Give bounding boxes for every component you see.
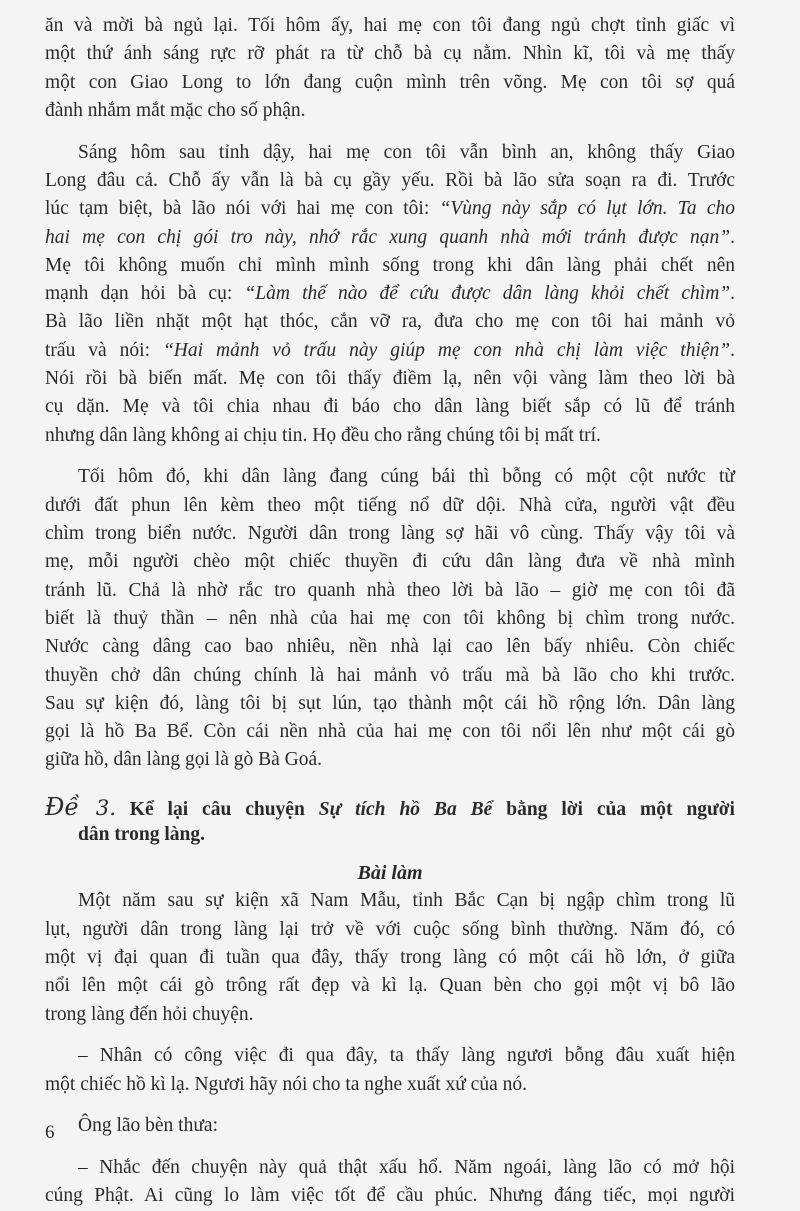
text-run: lúc tạm biệt, bà lão nói với hai mẹ con tôi: [45, 198, 440, 220]
text-line [45, 718, 735, 746]
heading-line-2: dân trong làng. [78, 824, 205, 846]
text-run: Một năm sau sự kiện xã Nam Mẫu, tỉnh Bắc Cạn bị ngập chìm trong lũ [78, 890, 735, 912]
text-run: Tối hôm đó, khi dân làng đang cúng bái thì bỗng có một cột nước từ [78, 466, 735, 488]
text-run: Ông lão bèn thưa: [78, 1115, 218, 1137]
text-line [45, 463, 735, 491]
text-run: Nước càng dâng cao bao nhiêu, nền nhà lại cao lên bấy nhiêu. Còn chiếc [45, 636, 735, 658]
quoted-speech: “Vùng này sắp có lụt lớn. Ta cho [439, 198, 736, 220]
text-line [45, 944, 735, 972]
text-line [45, 1154, 735, 1182]
text-run: một chiếc hồ kì lạ. Ngươi hãy nói cho ta nghe xuất xứ của nó. [45, 1073, 527, 1095]
paragraph [45, 463, 735, 774]
text-line [45, 393, 735, 421]
text-run: trấu và nói: [45, 339, 163, 361]
text-line [45, 520, 735, 548]
quoted-speech: “Làm thế nào để cứu được dân làng khỏi chết chìm” [244, 283, 731, 305]
heading-text: Kể lại câu chuyện [115, 798, 319, 820]
text-run: ăn và mời bà ngủ lại. Tối hôm ấy, hai mẹ con tôi đang ngủ chợt tỉnh giấc vì [45, 15, 735, 36]
answer-subheading: Bài làm [357, 862, 423, 885]
text-run: mẹ, mỗi người chèo một chiếc thuyền đi cứu dân làng đưa về nhà mình [45, 551, 735, 573]
paragraph [45, 1112, 735, 1140]
text-run: đành nhắm mắt mặc cho số phận. [45, 99, 306, 121]
text-run: giữa hồ, dân làng gọi là gò Bà Goá. [45, 749, 323, 771]
text-line [45, 1112, 735, 1140]
text-line [45, 1001, 735, 1029]
text-line [45, 577, 735, 605]
text-line [45, 1042, 735, 1070]
text-line [45, 69, 735, 97]
exercise-number: 3. [95, 795, 116, 820]
paragraph [45, 12, 735, 125]
text-run: một vị đại quan đi tuần qua đây, thấy trong làng có một cái hồ lớn, ở giữa [45, 946, 735, 968]
text-line [45, 195, 735, 223]
text-line [45, 548, 735, 576]
text-line [45, 662, 735, 690]
quoted-speech: “Hai mảnh vỏ trấu này giúp mẹ con nhà chị làm việc thiện” [162, 339, 731, 361]
text-run: cụ dặn. Mẹ và tôi chia nhau đi báo cho dân làng biết sắp có lũ để tránh [45, 396, 735, 418]
story-section [45, 12, 735, 775]
text-run: Nói rồi bà biến mất. Mẹ con tôi thấy điềm lạ, nên vội vàng làm theo lời bà [45, 368, 735, 390]
text-run: . [730, 283, 735, 305]
text-line [45, 887, 735, 915]
text-run: cúng Phật. Ai cũng lo làm việc tốt để cầu phúc. Nhưng đáng tiếc, mọi người [45, 1185, 735, 1207]
text-run: tránh lũ. Chả là nhờ rắc tro quanh nhà theo lời bà lão – giờ mẹ con tôi đã [45, 579, 735, 601]
text-line [45, 224, 735, 252]
text-run: – Nhân có công việc đi qua đây, ta thấy làng ngươi bỗng đâu xuất hiện [78, 1045, 735, 1067]
text-line [45, 308, 735, 336]
text-line [45, 280, 735, 308]
text-run: nhưng dân làng không ai chịu tin. Họ đều cho rằng chúng tôi bị mất trí. [45, 424, 601, 446]
text-line [45, 167, 735, 195]
exercise-label [45, 793, 116, 821]
paragraph [45, 1042, 735, 1099]
text-line [45, 337, 735, 365]
text-line [45, 492, 735, 520]
heading-line-1 [45, 793, 735, 821]
text-run: một thứ ánh sáng rực rỡ phát ra từ chỗ bà cụ nằm. Nhìn kĩ, tôi và mẹ thấy [45, 43, 735, 65]
text-run: chìm trong biển nước. Người dân trong làng sợ hãi vô cùng. Thấy vậy tôi và [45, 523, 735, 545]
text-line [45, 40, 735, 68]
text-line [45, 690, 735, 718]
text-line [45, 746, 735, 774]
text-run: Sau sự kiện đó, làng tôi bị sụt lún, tạo thành một cái hồ rộng lớn. Dân làng [45, 692, 735, 714]
text-line [45, 605, 735, 633]
heading-text: bằng lời của một người [492, 798, 735, 820]
text-run: – Nhắc đến chuyện này quả thật xấu hổ. Năm ngoái, làng lão có mở hội [78, 1157, 735, 1179]
text-line [45, 633, 735, 661]
text-run: Mẹ tôi không muốn chỉ mình mình sống trong khi dân làng phải chết nên [45, 254, 735, 276]
text-line [45, 139, 735, 167]
document-page [45, 12, 735, 1211]
exercise-label-text: Đề [45, 792, 80, 821]
text-run: Sáng hôm sau tỉnh dậy, hai mẹ con tôi vẫn bình an, không thấy Giao [78, 141, 735, 163]
text-line [45, 1182, 735, 1210]
text-run: mạnh dạn hỏi bà cụ: [45, 283, 245, 305]
text-run: một con Giao Long to lớn đang cuộn mình trên võng. Mẹ con tôi sợ quá [45, 71, 735, 93]
text-run: gọi là hồ Ba Bể. Còn cái nền nhà của hai mẹ con tôi nổi lên như một cái gò [45, 721, 735, 743]
text-line [45, 972, 735, 1000]
paragraph [45, 887, 735, 1028]
text-run: . [730, 226, 735, 248]
text-run: nổi lên một cái gò trông rất đẹp và kì lạ. Quan bèn cho gọi một vị bô lão [45, 975, 735, 997]
text-run: thuyền chở dân chúng chính là hai mảnh vỏ trấu mà bà lão cho khi trước. [45, 664, 735, 686]
text-run: dưới đất phun lên kèm theo một tiếng nổ dữ dội. Nhà cửa, người vật đều [45, 494, 735, 516]
page-number: 6 [45, 1122, 55, 1143]
text-run: Long đâu cả. Chỗ ấy vẫn là bà cụ gầy yếu. Rồi bà lão sửa soạn ra đi. Trước [45, 169, 735, 191]
text-line [45, 916, 735, 944]
text-line [45, 252, 735, 280]
text-run: biết là thuỷ thần – nên nhà của hai mẹ con tôi không bị chìm trong nước. [45, 607, 735, 629]
heading-story-title: Sự tích hồ Ba Bể [318, 798, 493, 820]
exercise-heading [45, 793, 735, 850]
paragraph [45, 1154, 735, 1211]
text-line [45, 97, 735, 125]
text-run: lụt, người dân trong làng lại trở về với cuộc sống bình thường. Năm đó, có [45, 918, 735, 940]
text-run: trong làng đến hỏi chuyện. [45, 1003, 254, 1025]
text-line [45, 1071, 735, 1099]
text-line [45, 422, 735, 450]
quoted-speech: hai mẹ con chị gói tro này, nhớ rắc xung quanh nhà mới tránh được nạn” [45, 226, 731, 248]
text-run: . [730, 339, 735, 361]
text-line [45, 12, 735, 40]
text-line [45, 365, 735, 393]
text-run: Bà lão liền nhặt một hạt thóc, cắn vỡ ra, đưa cho mẹ con tôi hai mảnh vỏ [45, 311, 735, 333]
answer-section [45, 887, 735, 1210]
paragraph [45, 139, 735, 450]
